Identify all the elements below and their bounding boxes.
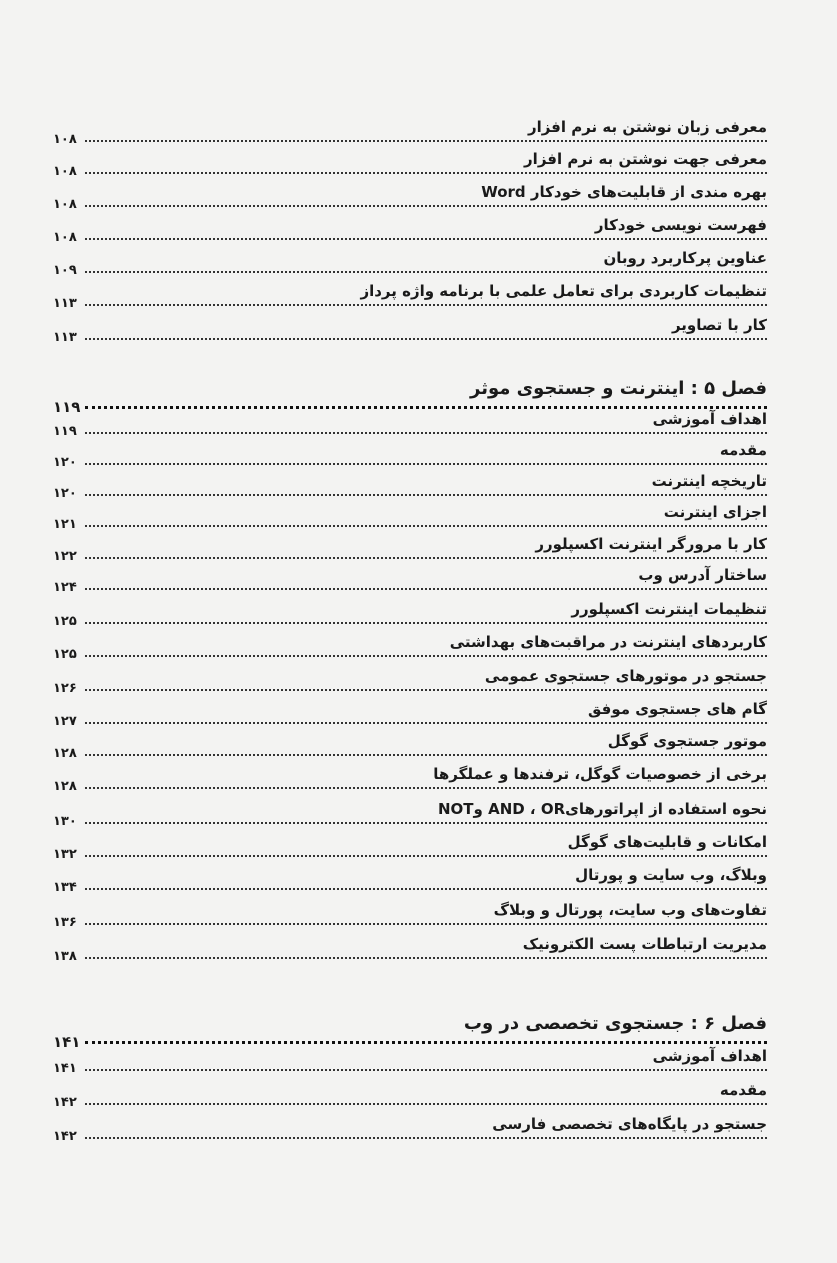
dot-leader xyxy=(85,787,767,789)
entry-title: فهرست نویسی خودکار xyxy=(592,216,767,234)
toc-entry xyxy=(55,216,767,250)
toc-entry xyxy=(55,633,767,667)
entry-title: تنظیمات اینترنت اکسپلورر xyxy=(568,600,767,618)
entry-title: مدیریت ارتباطات پست الکترونیک xyxy=(520,935,767,953)
toc-entry xyxy=(55,1081,767,1115)
page-number: ۱۱۹ xyxy=(53,398,81,416)
dot-leader xyxy=(85,238,767,240)
toc-entry xyxy=(55,183,767,217)
page-number: ۱۲۸ xyxy=(53,746,77,761)
entry-title: وبلاگ، وب سایت و پورتال xyxy=(572,866,767,884)
entry-title: اهداف آموزشی xyxy=(650,410,767,428)
page-number: ۱۲۵ xyxy=(53,614,77,629)
entry-title: جستجو در موتورهای جستجوی عمومی xyxy=(482,667,767,685)
page-number: ۱۲۰ xyxy=(53,486,77,501)
entry-title: تنظیمات کاربردی برای تعامل علمی با برنامه واژه پرداز xyxy=(357,282,767,300)
page-number: ۱۲۰ xyxy=(53,455,77,470)
dot-leader xyxy=(85,494,767,496)
toc-entry xyxy=(55,765,767,799)
page-number: ۱۲۴ xyxy=(53,580,77,595)
page-number: ۱۲۶ xyxy=(53,681,77,696)
page-number: ۱۳۲ xyxy=(53,847,77,862)
entry-title: تاریخچه اینترنت xyxy=(649,472,767,490)
dot-leader xyxy=(85,463,767,465)
toc-entry xyxy=(55,503,767,537)
page-number: ۱۴۲ xyxy=(53,1129,77,1144)
toc-entry xyxy=(55,667,767,701)
dot-leader xyxy=(85,622,767,624)
page-number: ۱۲۱ xyxy=(53,517,77,532)
toc-entry xyxy=(55,935,767,969)
dot-leader xyxy=(85,271,767,273)
page-number: ۱۴۱ xyxy=(53,1061,77,1076)
dot-leader xyxy=(85,432,767,434)
toc-entry xyxy=(55,866,767,900)
page-number: ۱۰۹ xyxy=(53,263,77,278)
dot-leader xyxy=(85,406,767,409)
entry-title: تفاوت‌های وب سایت، پورتال و وبلاگ xyxy=(491,901,767,919)
chapter-heading xyxy=(53,1013,767,1051)
dot-leader xyxy=(85,822,767,824)
entry-title: ساختار آدرس وب xyxy=(635,566,767,584)
dot-leader xyxy=(85,855,767,857)
page-number: ۱۲۷ xyxy=(53,714,77,729)
page-number: ۱۰۸ xyxy=(53,197,77,212)
dot-leader xyxy=(85,1041,767,1044)
toc-entry xyxy=(55,800,767,834)
dot-leader xyxy=(85,754,767,756)
dot-leader xyxy=(85,172,767,174)
dot-leader xyxy=(85,722,767,724)
dot-leader xyxy=(85,338,767,340)
dot-leader xyxy=(85,525,767,527)
page-number: ۱۰۸ xyxy=(53,132,77,147)
entry-title: بهره مندی از قابلیت‌های خودکار Word xyxy=(478,183,767,201)
dot-leader xyxy=(85,957,767,959)
page-number: ۱۱۳ xyxy=(53,296,77,311)
entry-title: مقدمه xyxy=(717,1081,767,1099)
dot-leader xyxy=(85,689,767,691)
toc-entry xyxy=(55,901,767,935)
page-number: ۱۲۲ xyxy=(53,549,77,564)
entry-title: کار با تصاویر xyxy=(669,316,767,334)
dot-leader xyxy=(85,1103,767,1105)
toc-entry xyxy=(55,472,767,506)
dot-leader xyxy=(85,205,767,207)
toc-entry xyxy=(55,600,767,634)
page-number: ۱۳۸ xyxy=(53,949,77,964)
entry-title: جستجو در پایگاه‌های تخصصی فارسی xyxy=(489,1115,767,1133)
page-number: ۱۰۸ xyxy=(53,230,77,245)
page-number: ۱۳۴ xyxy=(53,880,77,895)
entry-title: اجزای اینترنت xyxy=(661,503,767,521)
entry-title: مقدمه xyxy=(717,441,767,459)
toc-entry xyxy=(55,1115,767,1149)
dot-leader xyxy=(85,140,767,142)
dot-leader xyxy=(85,655,767,657)
toc-entry xyxy=(55,410,767,444)
dot-leader xyxy=(85,888,767,890)
entry-title: کار با مرورگر اینترنت اکسپلورر xyxy=(532,535,767,553)
page-number: ۱۴۲ xyxy=(53,1095,77,1110)
entry-title: گام های جستجوی موفق xyxy=(585,700,767,718)
page-number: ۱۲۸ xyxy=(53,779,77,794)
entry-title: امکانات و قابلیت‌های گوگل xyxy=(565,833,767,851)
entry-title: موتور جستجوی گوگل xyxy=(605,732,767,750)
toc-entry xyxy=(55,441,767,475)
page-number: ۱۳۰ xyxy=(53,814,77,829)
entry-title: عناوین پرکاربرد روبان xyxy=(600,249,767,267)
entry-title: برخی از خصوصیات گوگل، ترفندها و عملگرها xyxy=(430,765,767,783)
dot-leader xyxy=(85,304,767,306)
dot-leader xyxy=(85,923,767,925)
toc-entry xyxy=(55,833,767,867)
dot-leader xyxy=(85,1069,767,1071)
toc-entry xyxy=(55,118,767,152)
entry-title: کاربردهای اینترنت در مراقبت‌های بهداشتی xyxy=(447,633,767,651)
toc-entry xyxy=(55,700,767,734)
entry-title: اهداف آموزشی xyxy=(650,1047,767,1065)
chapter-title: فصل ۶ : جستجوی تخصصی در وب xyxy=(461,1013,767,1034)
page-number: ۱۳۶ xyxy=(53,915,77,930)
chapter-heading xyxy=(53,378,767,416)
dot-leader xyxy=(85,1137,767,1139)
toc-entry xyxy=(55,566,767,600)
dot-leader xyxy=(85,588,767,590)
toc-entry xyxy=(55,535,767,569)
page-number: ۱۴۱ xyxy=(53,1033,81,1051)
entry-title: نحوه استفاده از اپراتورهایAND ، OR وNOT xyxy=(435,800,767,818)
toc-entry xyxy=(55,249,767,283)
page-number: ۱۲۵ xyxy=(53,647,77,662)
toc-entry xyxy=(55,1047,767,1081)
page-number: ۱۰۸ xyxy=(53,164,77,179)
toc-entry xyxy=(55,316,767,350)
toc-entry xyxy=(55,150,767,184)
toc-entry xyxy=(55,282,767,316)
page-number: ۱۱۳ xyxy=(53,330,77,345)
toc-entry xyxy=(55,732,767,766)
entry-title: معرفی جهت نوشتن به نرم افزار xyxy=(521,150,767,168)
dot-leader xyxy=(85,557,767,559)
entry-title: معرفی زبان نوشتن به نرم افزار xyxy=(525,118,767,136)
chapter-title: فصل ۵ : اینترنت و جستجوی موثر xyxy=(467,378,767,399)
page-number: ۱۱۹ xyxy=(53,424,77,439)
